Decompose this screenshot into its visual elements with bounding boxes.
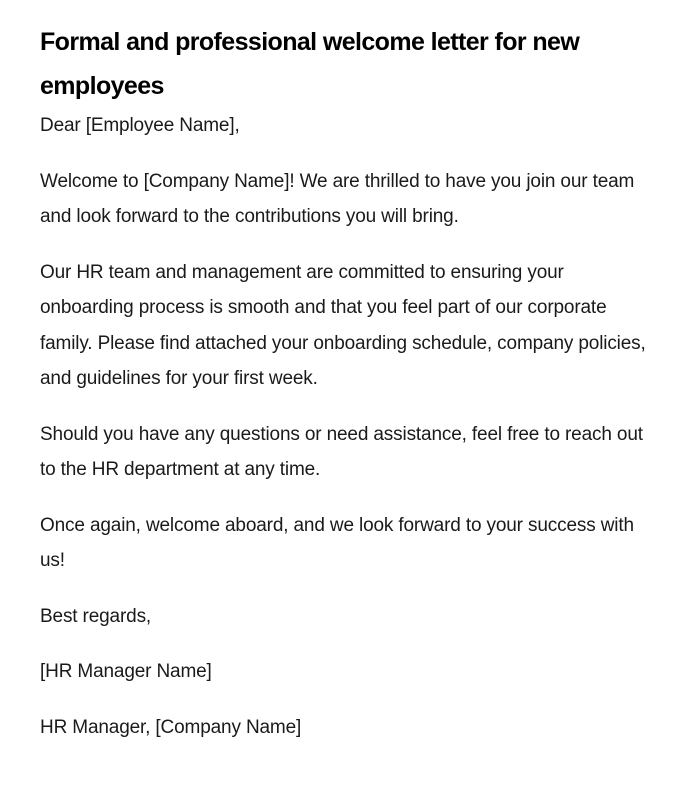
signer-name: [HR Manager Name] <box>40 661 212 682</box>
paragraph-assistance: Should you have any questions or need assistance, feel free to reach out to the HR department at any time. <box>40 423 643 480</box>
letter-document <box>40 20 650 765</box>
paragraph-onboarding: Our HR team and management are committed to ensuring your onboarding process is smooth and that you feel part of our corporate family. Please find attached your onboarding schedule, company policies, and guidelines for your first week. <box>40 261 646 389</box>
signer-title: HR Manager, [Company Name] <box>40 716 302 738</box>
paragraph-welcome: Welcome to [Company Name]! We are thrilled to have you join our team and look forward to the contributions you will bring. <box>40 170 635 227</box>
paragraph-closing-remarks: Once again, welcome aboard, and we look forward to your success with us! <box>40 514 634 571</box>
salutation: Dear [Employee Name], <box>40 115 240 136</box>
closing: Best regards, <box>40 605 152 627</box>
letter-title: Formal and professional welcome letter for new employees <box>40 28 580 100</box>
